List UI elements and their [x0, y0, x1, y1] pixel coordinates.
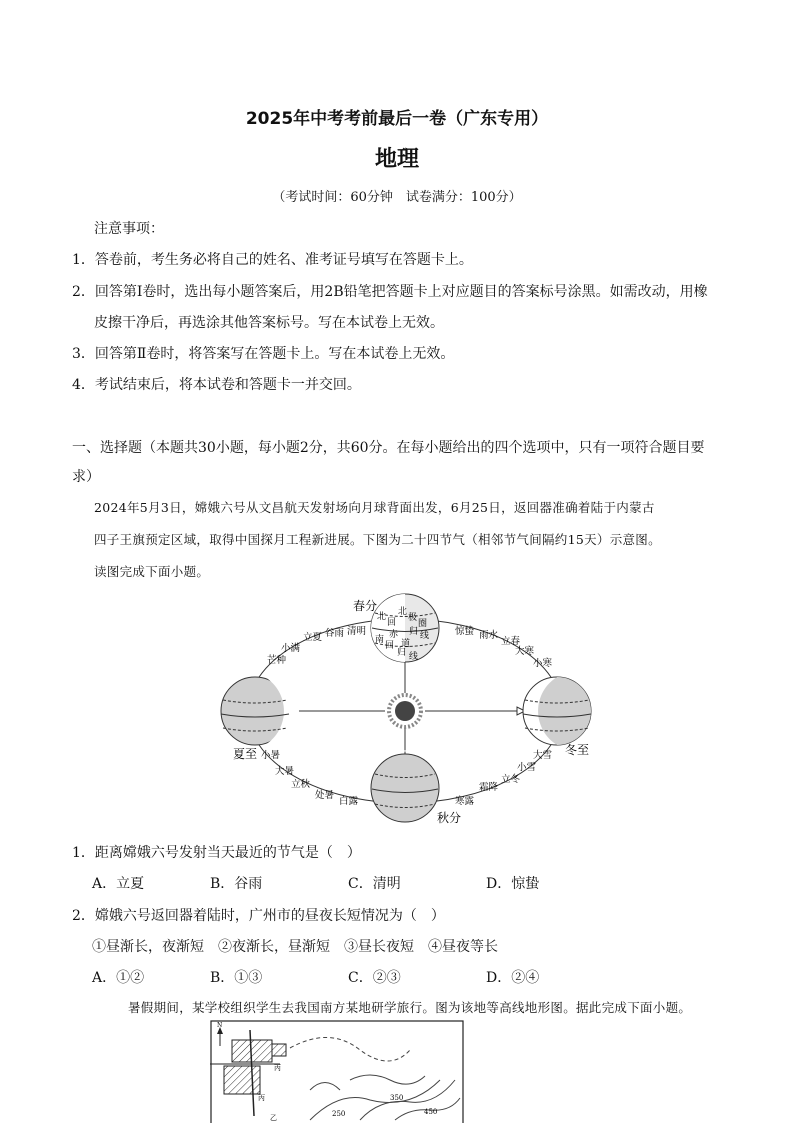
contour-map [210, 1020, 465, 1123]
season-autumn: 秋分 [437, 811, 462, 825]
term-label: 霜降 [479, 782, 499, 793]
globe-label: 归 [409, 627, 419, 637]
globe-label: 线 [420, 631, 430, 641]
question-1-option-a[interactable]: A．立夏 [92, 876, 145, 892]
globe-summer-icon [221, 677, 299, 745]
notice-item-3: 3．回答第Ⅱ卷时，将答案写在答题卡上。写在本试卷上无效。 [72, 346, 455, 362]
svg-text:N: N [217, 1022, 223, 1029]
term-label: 立秋 [291, 779, 311, 790]
globe-label: 线 [409, 652, 419, 662]
sun-icon [389, 695, 421, 727]
question-2-option-a[interactable]: A．①② [92, 970, 145, 986]
subject-title: 地理 [374, 147, 419, 172]
question-1-option-c[interactable]: C．清明 [348, 876, 401, 892]
question-2-option-b[interactable]: B．①③ [210, 970, 263, 986]
passage-line-1: 2024年5月3日，嫦娥六号从文昌航天发射场向月球背面出发，6月25日，返回器准确着陆于内蒙古 [94, 500, 655, 515]
passage-2: 暑假期间，某学校组织学生去我国南方某地研学旅行。图为该地等高线地形图。据此完成下面小题。 [128, 1000, 692, 1015]
contour-label: 350 [390, 1094, 404, 1102]
contour-label: 450 [424, 1108, 438, 1116]
exam-info: （考试时间：60分钟 试卷满分：100分） [272, 190, 522, 205]
term-label: 立冬 [501, 774, 521, 785]
globe-label: 北 [398, 607, 408, 617]
globe-winter-icon [523, 677, 591, 745]
page-title: 2025年中考考前最后一卷（广东专用） [245, 109, 549, 129]
globe-autumn-icon [371, 750, 439, 822]
season-spring: 春分 [353, 599, 378, 613]
contour-label: 250 [332, 1110, 346, 1118]
globe-label: 圈 [418, 619, 428, 629]
globe-label: 道 [401, 639, 411, 649]
globe-label: 极 [408, 613, 418, 623]
globe-label: 赤 [389, 630, 399, 640]
passage-line-2: 四子王旗预定区域，取得中国探月工程新进展。下图为二十四节气（相邻节气间隔约15天）示意图。 [94, 532, 661, 547]
term-label: 小满 [281, 643, 301, 654]
term-label: 白露 [339, 796, 359, 807]
question-2-statements: ①昼渐长，夜渐短 ②夜渐长，昼渐短 ③昼长夜短 ④昼夜等长 [92, 939, 498, 955]
notice-heading: 注意事项： [94, 221, 164, 237]
season-winter: 冬至 [565, 743, 590, 757]
term-label: 大寒 [515, 646, 535, 657]
question-1-option-d[interactable]: D．惊蛰 [486, 876, 540, 892]
question-1-stem: 1．距离嫦娥六号发射当天最近的节气是（ ） [72, 845, 361, 861]
term-label: 芒种 [267, 655, 287, 666]
term-label: 雨水 [479, 630, 499, 641]
term-label: 小寒 [533, 658, 553, 669]
map-label: 丙 [258, 1094, 265, 1102]
question-2-option-c[interactable]: C．②③ [348, 970, 401, 986]
notice-item-1: 1．答卷前，考生务必将自己的姓名、准考证号填写在答题卡上。 [72, 252, 473, 268]
map-label: 丙 [274, 1064, 281, 1072]
globe-label: 回 [387, 618, 397, 628]
notice-item-4: 4．考试结束后，将本试卷和答题卡一并交回。 [72, 377, 361, 393]
notice-item-2: 2．回答第Ⅰ卷时，选出每小题答案后，用2B铅笔把答题卡上对应题目的答案标号涂黑。如需改动，用橡 [72, 284, 708, 300]
term-label: 立夏 [303, 632, 323, 643]
globe-label: 回 [385, 641, 395, 651]
passage-line-3: 读图完成下面小题。 [94, 564, 210, 579]
question-2-option-d[interactable]: D．②④ [486, 970, 540, 986]
term-label: 立春 [501, 636, 521, 647]
section-heading: 一、选择题（本题共30小题，每小题2分，共60分。在每小题给出的四个选项中，只有一项符合题目要 [72, 440, 705, 456]
question-1-option-b[interactable]: B．谷雨 [210, 876, 263, 892]
season-summer: 夏至 [233, 747, 258, 761]
term-label: 寒露 [455, 796, 475, 807]
globe-label: 归 [397, 648, 407, 658]
solar-terms-diagram [215, 588, 600, 828]
term-label: 处暑 [315, 790, 335, 801]
question-2-stem: 2．嫦娥六号返回器着陆时，广州市的昼夜长短情况为（ ） [72, 908, 445, 924]
term-label: 谷雨 [325, 628, 345, 639]
term-label: 清明 [347, 626, 367, 637]
globe-label: 北 [377, 612, 387, 622]
section-heading-cont: 求） [72, 469, 100, 485]
hatched-area [224, 1066, 260, 1094]
term-label: 小雪 [517, 762, 537, 773]
globe-label: 南 [375, 635, 385, 645]
term-label: 大雪 [533, 750, 553, 761]
term-label: 小暑 [261, 750, 281, 761]
map-label: 乙 [270, 1114, 277, 1122]
notice-item-2-cont: 皮擦干净后，再选涂其他答案标号。写在本试卷上无效。 [94, 315, 444, 331]
term-label: 大暑 [275, 766, 295, 777]
term-label: 惊蛰 [455, 626, 475, 637]
hatched-area [272, 1044, 286, 1056]
